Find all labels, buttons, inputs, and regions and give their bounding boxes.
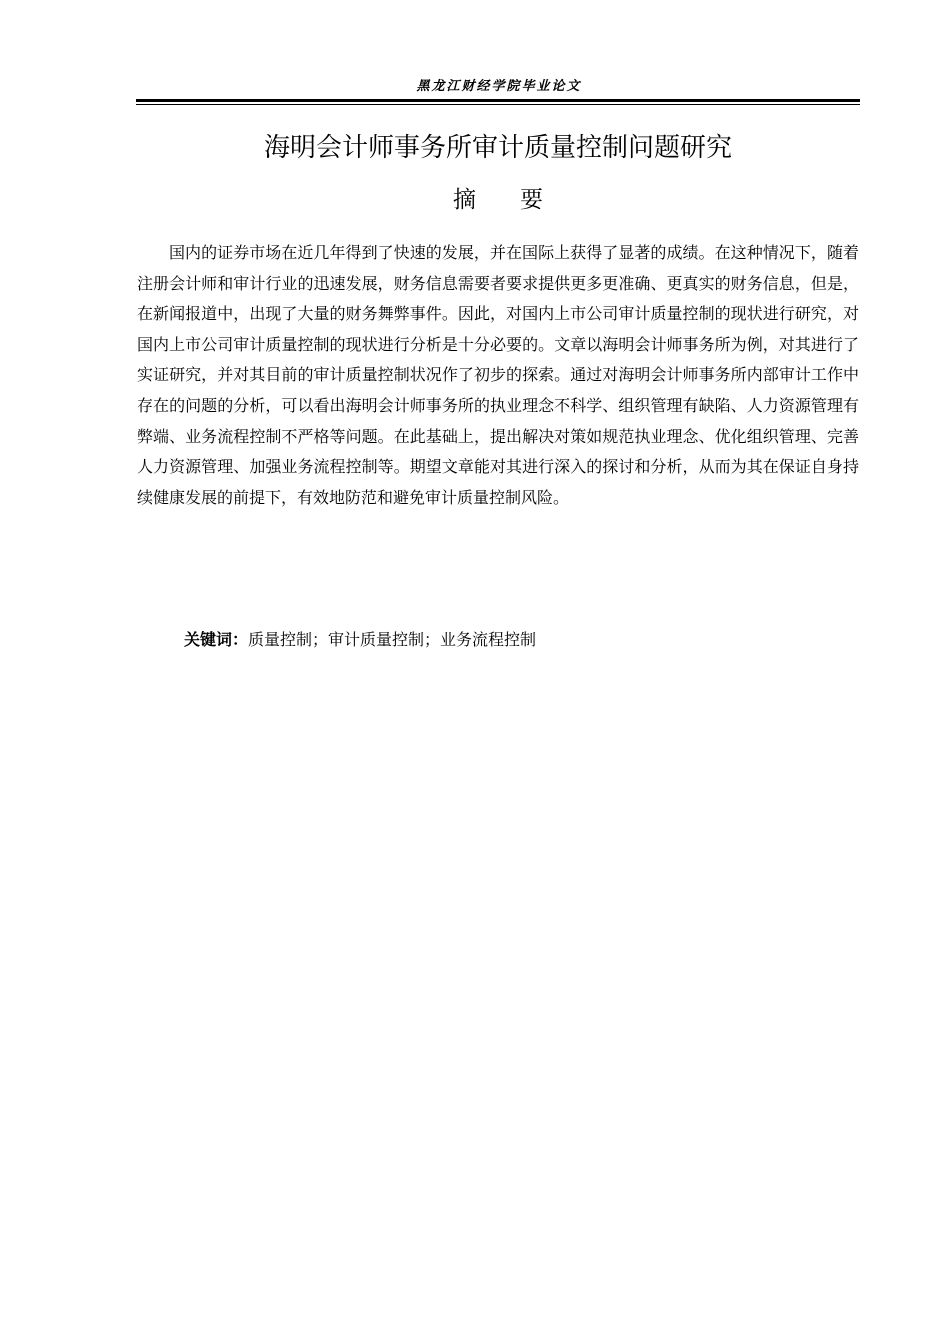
header-rule-thick xyxy=(136,99,860,102)
header-rule-thin xyxy=(136,104,860,105)
keywords-value: 质量控制；审计质量控制；业务流程控制 xyxy=(248,630,537,649)
abstract-heading: 摘要 xyxy=(453,187,587,213)
keywords-label: 关键词： xyxy=(184,630,249,649)
keywords-line xyxy=(184,626,860,654)
document-title: 海明会计师事务所审计质量控制问题研究 xyxy=(263,133,732,163)
abstract-body: 国内的证券市场在近几年得到了快速的发展，并在国际上获得了显著的成绩。在这种情况下，随着注册会计师和审计行业的迅速发展，财务信息需要者要求提供更多更准确、更真实的财务信息，但是，在新闻报道中，出现了大量的财务舞弊事件。因此，对国内上市公司审计质量控制的现状进行研究，对国内上市公司审计质量控制的现状进行分析是十分必要的。文章以海明会计师事务所为例，对其进行了实证研究，并对其目前的审计质量控制状况作了初步的探索。通过对海明会计师事务所内部审计工作中存在的问题的分析，可以看出海明会计师事务所的执业理念不科学、组织管理有缺陷、人力资源管理有弊端、业务流程控制不严格等问题。在此基础上，提出解决对策如规范执业理念、优化组织管理、完善人力资源管理、加强业务流程控制等。期望文章能对其进行深入的探讨和分析，从而为其在保证自身持续健康发展的前提下，有效地防范和避免审计质量控制风险。 xyxy=(137,243,859,507)
running-header: 黑龙江财经学院毕业论文 xyxy=(416,79,582,94)
